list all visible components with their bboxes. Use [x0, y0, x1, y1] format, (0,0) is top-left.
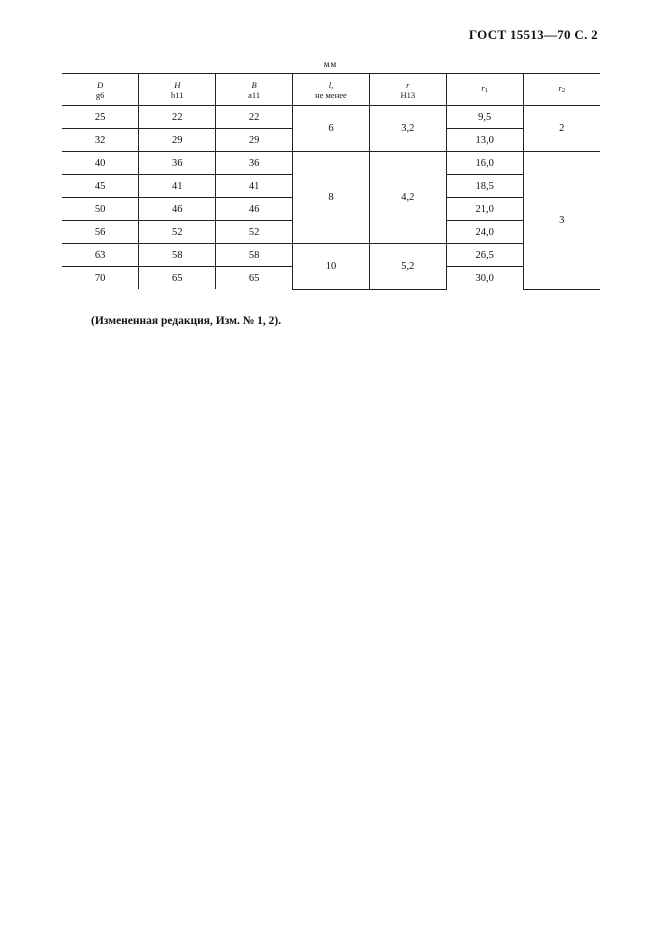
cell-b: 58 — [216, 244, 293, 267]
cell-l: 6 — [293, 106, 370, 152]
cell-b: 52 — [216, 221, 293, 244]
cell-r: 3,2 — [369, 106, 446, 152]
cell-h: 46 — [139, 198, 216, 221]
cell-r: 4,2 — [369, 152, 446, 244]
cell-r1: 13,0 — [446, 129, 523, 152]
header-l: l, не менее — [293, 74, 370, 106]
cell-r1: 21,0 — [446, 198, 523, 221]
cell-b: 22 — [216, 106, 293, 129]
cell-r1: 24,0 — [446, 221, 523, 244]
table-header-row — [62, 74, 600, 106]
page-header: ГОСТ 15513—70 С. 2 — [468, 27, 598, 42]
table-row — [62, 106, 600, 129]
cell-r2: 3 — [523, 152, 600, 290]
cell-l: 10 — [293, 244, 370, 290]
cell-d: 25 — [62, 106, 139, 129]
cell-b: 41 — [216, 175, 293, 198]
cell-h: 52 — [139, 221, 216, 244]
header-r2: r2 — [523, 74, 600, 106]
cell-r1: 30,0 — [446, 267, 523, 290]
header-r1: r1 — [446, 74, 523, 106]
units-label: мм — [323, 59, 338, 69]
cell-d: 50 — [62, 198, 139, 221]
cell-d: 40 — [62, 152, 139, 175]
cell-r1: 9,5 — [446, 106, 523, 129]
cell-h: 65 — [139, 267, 216, 290]
revision-note: (Измененная редакция, Изм. № 1, 2). — [91, 315, 282, 327]
cell-r1: 16,0 — [446, 152, 523, 175]
table-row — [62, 244, 600, 267]
cell-r1: 18,5 — [446, 175, 523, 198]
cell-b: 29 — [216, 129, 293, 152]
cell-b: 36 — [216, 152, 293, 175]
cell-r: 5,2 — [369, 244, 446, 290]
dimensions-table — [62, 73, 600, 290]
header-r: r H13 — [369, 74, 446, 106]
cell-l: 8 — [293, 152, 370, 244]
header-h: H b11 — [139, 74, 216, 106]
cell-d: 70 — [62, 267, 139, 290]
cell-b: 46 — [216, 198, 293, 221]
cell-d: 32 — [62, 129, 139, 152]
header-b: B a11 — [216, 74, 293, 106]
cell-r1: 26,5 — [446, 244, 523, 267]
header-d: D g6 — [62, 74, 139, 106]
cell-d: 45 — [62, 175, 139, 198]
cell-d: 56 — [62, 221, 139, 244]
cell-h: 36 — [139, 152, 216, 175]
cell-h: 29 — [139, 129, 216, 152]
table-row — [62, 152, 600, 175]
cell-d: 63 — [62, 244, 139, 267]
cell-b: 65 — [216, 267, 293, 290]
cell-h: 58 — [139, 244, 216, 267]
cell-h: 41 — [139, 175, 216, 198]
cell-h: 22 — [139, 106, 216, 129]
cell-r2: 2 — [523, 106, 600, 152]
